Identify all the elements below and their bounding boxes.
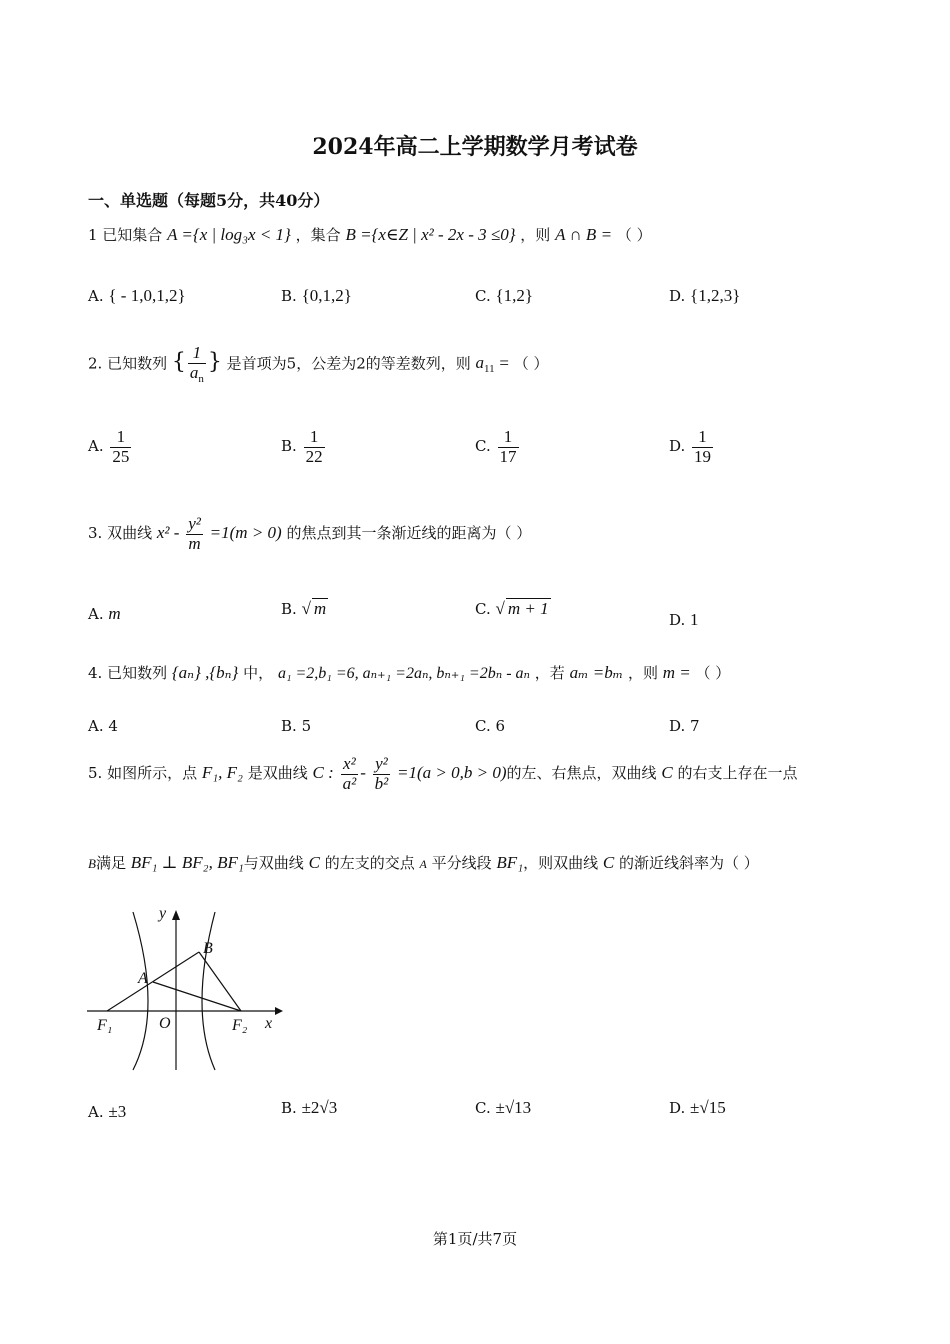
q4-recurrence: a₁ =2,b₁ =6, aₙ₊₁ =2aₙ, bₙ₊₁ =2bₙ - aₙ: [277, 665, 531, 682]
segment-f1-b: [107, 952, 199, 1011]
q3-fraction: $\frac{\text{y²}}{m}$: [188, 514, 201, 553]
q4-cond-prefix: ，若: [534, 664, 565, 682]
q4-cond: aₘ =bₘ: [569, 663, 624, 682]
option-value: ±√15: [690, 1098, 726, 1117]
option-value: {0,1,2}: [301, 286, 352, 305]
option-value: { - 1,0,1,2}: [108, 286, 186, 305]
option-label: D.: [669, 1099, 686, 1117]
q5-fraction-x: $\frac{\text{x²}}{\text{a²}}$: [342, 754, 357, 793]
q2-eq: =: [499, 353, 509, 373]
option-fraction: $\frac{1}{17}$: [499, 427, 517, 466]
q1-set-b: B ={x∈Z | x² - 2x - 3 ≤0}: [345, 225, 516, 244]
hyperbola-right-branch: [202, 912, 215, 1070]
q2-option-a: [88, 428, 133, 466]
q1-option-d: [669, 286, 740, 306]
q4-suffix: ，则: [627, 664, 658, 682]
option-label: D.: [669, 717, 686, 735]
q5-curve-c: C :: [312, 763, 334, 783]
question-5-line-2: [88, 852, 759, 873]
option-value: 5: [301, 717, 312, 735]
q4-ask: m =: [662, 663, 691, 682]
question-4: [88, 662, 730, 683]
q2-paren: （ ）: [513, 354, 549, 373]
q4-seqs: {aₙ} ,{bₙ}: [171, 663, 239, 682]
q2-text: 是首项为5，公差为2的等差数列，则: [226, 354, 471, 373]
option-label: D.: [669, 287, 686, 305]
q5-c3: C: [602, 853, 615, 872]
option-label: C.: [475, 437, 491, 456]
q5-condition: BF₁ ⊥ BF₂, BF₁: [130, 853, 244, 872]
q4-option-b: [281, 717, 311, 735]
q5-option-a: [88, 1102, 126, 1122]
q3-option-b: B. √ m: [281, 599, 327, 618]
q5-c2: C: [308, 853, 320, 872]
option-value: ±√13: [495, 1098, 532, 1117]
q3-eq: =1(m > 0): [209, 523, 282, 543]
option-value: 1: [690, 610, 699, 629]
q5-text1b: 的右支上存在一点: [677, 764, 798, 783]
hyperbola-figure: [85, 900, 285, 1075]
option-value: 7: [690, 717, 700, 735]
q5-text: 平分线段: [431, 854, 492, 872]
option-label: C.: [475, 287, 491, 305]
q2-option-c: [475, 428, 521, 466]
option-value: m: [108, 604, 121, 623]
page-footer: 第1页/共7页: [432, 1230, 518, 1248]
hyperbola-left-branch: [133, 912, 148, 1070]
option-label: B.: [281, 600, 297, 618]
q5-prefix: 5. 如图所示，点: [88, 764, 198, 783]
q4-option-c: [475, 717, 505, 735]
q5-text1: 的左、右焦点，双曲线: [506, 764, 657, 783]
y-axis-arrow-icon: [172, 910, 180, 920]
option-label: A.: [88, 605, 104, 623]
q5-text: 满足: [95, 854, 126, 872]
option-value: m + 1: [507, 599, 549, 618]
x-axis-arrow-icon: [275, 1007, 283, 1015]
q5-option-d: [669, 1098, 726, 1118]
section-heading: 一、单选题（每题5分，共40分）: [88, 191, 330, 210]
option-label: B.: [281, 287, 297, 305]
option-fraction: $\frac{1}{22}$: [305, 427, 323, 466]
q1-set-a: A ={x | log₃x < 1}: [167, 225, 291, 244]
option-label: A.: [88, 717, 104, 735]
q2-prefix: 2. 已知数列: [88, 354, 168, 373]
segment-b-f2: [199, 952, 241, 1011]
option-label: A.: [88, 287, 104, 305]
segment-a-f2: [153, 982, 241, 1011]
q5-foci: F₁, F₂: [201, 763, 243, 783]
option-label: D.: [669, 611, 686, 629]
q1-paren: （ ）: [616, 226, 652, 244]
q5-point-a: A: [419, 857, 427, 871]
q2-option-b: [281, 428, 327, 466]
q4-prefix: 4. 已知数列: [88, 664, 168, 682]
q1-suffix: ，则: [520, 226, 551, 244]
page-title: 2024年高二上学期数学月考试卷: [312, 134, 638, 160]
option-value: 6: [495, 717, 506, 735]
label-y: y: [159, 905, 167, 922]
option-fraction: $\frac{1}{25}$: [112, 427, 130, 466]
option-value: {1,2}: [495, 286, 534, 305]
q5-mid: 是双曲线: [247, 764, 308, 783]
label-x: x: [265, 1015, 273, 1032]
q4-mid: 中，: [243, 664, 274, 682]
option-label: C.: [475, 717, 491, 735]
q1-expr: A ∩ B =: [555, 225, 613, 244]
option-value: m: [313, 599, 327, 618]
q5-eq: =1(a > 0,b > 0): [397, 763, 507, 783]
label-f1: F₁: [97, 1017, 113, 1034]
q1-option-a: [88, 286, 186, 306]
q2-option-d: [669, 428, 715, 466]
option-fraction: $\frac{1}{19}$: [694, 427, 712, 466]
q5-c1: C: [661, 763, 673, 783]
q5-text: 的渐近线斜率为（ ）: [619, 854, 759, 872]
option-label: C.: [475, 600, 491, 618]
option-label: B.: [281, 437, 297, 456]
question-5: 5. 如图所示，点 F₁, F₂ 是双曲线 C : $\frac{\text{x²}}{\text{a²}}$ - $\frac{\text{y²}}{\text{b²}}$ =1(a > 0,b > 0)的左、右焦点，双曲线 C 的右支上存在一点: [88, 754, 798, 793]
option-value: ±2√3: [301, 1098, 338, 1117]
option-value: {1,2,3}: [690, 286, 741, 305]
label-a: A: [138, 970, 148, 987]
q5-text: 与双曲线: [243, 854, 304, 872]
q5-point-b: B: [88, 856, 96, 871]
q4-option-d: [669, 717, 700, 735]
q1-option-c: [475, 286, 533, 306]
label-o: O: [159, 1015, 171, 1032]
q3-prefix: 3. 双曲线: [88, 524, 153, 543]
option-label: B.: [281, 717, 297, 735]
option-label: C.: [475, 1099, 491, 1117]
q1-option-b: [281, 286, 352, 306]
q2-fraction: $\frac{1}{a_n}$: [189, 343, 204, 385]
option-value: 4: [108, 717, 118, 735]
question-1: [88, 224, 652, 245]
q3-option-c: C. √ m + 1: [475, 599, 549, 618]
question-2: 2. 已知数列 { $\frac{1}{a_n}$ } 是首项为5，公差为2的等差数列，则 $a_{11}$ = （ ）: [88, 343, 549, 385]
option-label: B.: [281, 1099, 297, 1117]
option-value: ±3: [108, 1102, 127, 1121]
option-label: A.: [88, 437, 104, 456]
q1-prefix: 1 已知集合: [88, 226, 163, 244]
q5-fraction-y: $\frac{\text{y²}}{\text{b²}}$: [374, 754, 389, 793]
q5-option-c: [475, 1098, 531, 1118]
label-b: B: [203, 940, 213, 957]
q5-text: 的左支的交点: [324, 854, 415, 872]
q5-option-b: [281, 1098, 337, 1118]
q3-option-a: [88, 604, 121, 624]
q3-text: 的焦点到其一条渐近线的距离为（ ）: [286, 524, 532, 543]
q5-text: ，则双曲线: [523, 854, 599, 872]
q1-mid: ，集合: [295, 226, 341, 244]
q3-x2: x² -: [156, 523, 180, 543]
q3-option-d: [669, 610, 699, 630]
option-label: D.: [669, 437, 686, 456]
question-3: [88, 515, 531, 553]
q5-segment: BF₁: [496, 853, 524, 872]
q4-option-a: [88, 717, 118, 735]
option-label: A.: [88, 1103, 104, 1121]
q4-paren: （ ）: [695, 664, 731, 682]
q2-target: $a_{11}$: [475, 353, 495, 376]
label-f2: F₂: [232, 1017, 248, 1034]
